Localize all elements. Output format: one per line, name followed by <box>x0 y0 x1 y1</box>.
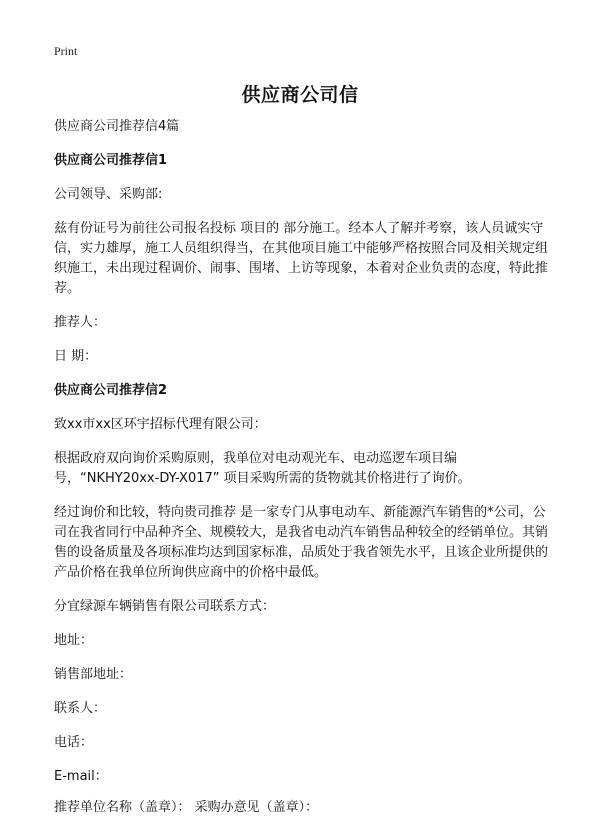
letter2-email: E-mail： <box>54 769 108 784</box>
document-body <box>54 117 554 832</box>
letter2-contact-intro: 分宜绿源车辆销售有限公司联系方式： <box>54 599 276 614</box>
letter1-salutation: 公司领导、采购部: <box>54 187 163 202</box>
document-subtitle: 供应商公司推荐信4篇 <box>54 119 180 134</box>
letter2-address: 地址： <box>54 633 94 648</box>
print-link[interactable]: Print <box>54 44 78 58</box>
document-title: 供应商公司信 <box>241 84 359 106</box>
letter2-contact-person: 联系人： <box>54 701 107 716</box>
letter2-para2: 经过询价和比较，特向贵司推荐 是一家专门从事电动车、新能源汽车销售的*公司，公司在我省同行中品种齐全、规模较大，是我省电动汽车销售品种较全的经销单位。其销售的设备质量及各项标准均达到国家标准，品质处于我省领先水平，且该企业所提供的产品价格在我单位所询供应商中的价格中最低。 <box>54 505 549 580</box>
letter1-date: 日 期： <box>54 349 98 364</box>
letter1-body: 兹有份证号为前往公司报名投标 项目的 部分施工。经本人了解并考察，该人员诚实守信，实力雄厚，施工人员组织得当，在其他项目施工中能够严格按照合同及相关规定组织施工，未出现过程调价、闹事、围堵、上访等现象，本着对企业负责的态度，特此推荐。 <box>54 221 549 296</box>
letter1-heading: 供应商公司推荐信1 <box>54 153 168 168</box>
letter2-signatures: 推荐单位名称（盖章）： 采购办意见（盖章）： <box>54 800 319 815</box>
letter2-para1: 根据政府双向询价采购原则，我单位对电动观光车、电动巡逻车项目编号，“NKHY20xx-DY-X017” 项目采购所需的货物就其价格进行了询价。 <box>54 451 471 486</box>
letter2-phone: 电话： <box>54 735 94 750</box>
letter2-sales-address: 销售部地址： <box>54 667 133 682</box>
letter2-salutation: 致xx市xx区环宇招标代理有限公司： <box>54 417 267 432</box>
letter1-recommender: 推荐人： <box>54 315 107 330</box>
letter2-heading: 供应商公司推荐信2 <box>54 383 168 398</box>
